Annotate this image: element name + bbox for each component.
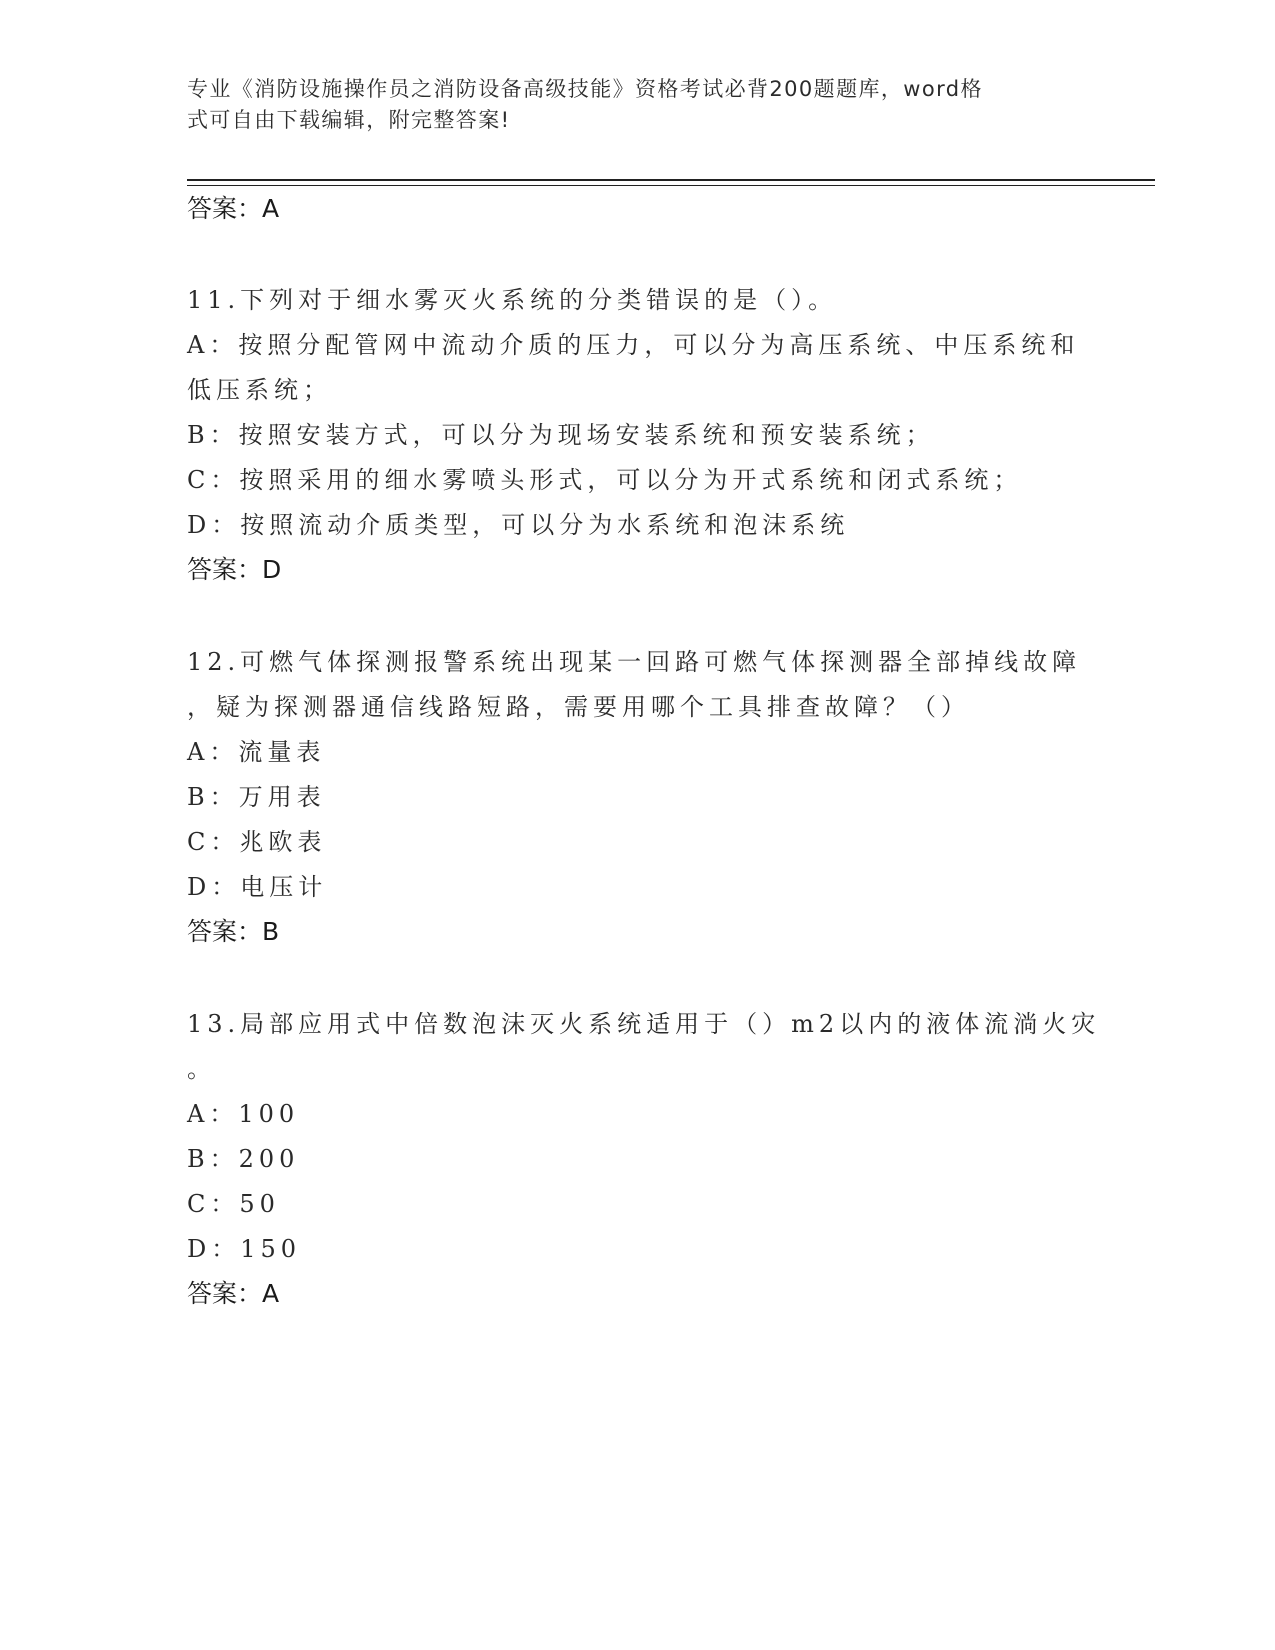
- question-stem-continued: ，疑为探测器通信线路短路，需要用哪个工具排查故障？（）: [187, 693, 970, 721]
- option-a-continued: 低压系统；: [187, 376, 332, 404]
- option-c: C：50: [187, 1190, 280, 1218]
- option-b: B：万用表: [187, 783, 326, 811]
- option-b: B：按照安装方式，可以分为现场安装系统和预安装系统；: [187, 421, 935, 449]
- option-d: D：按照流动介质类型，可以分为水系统和泡沫系统: [187, 511, 850, 539]
- previous-answer: 答案：A: [187, 194, 280, 223]
- option-a: A：流量表: [187, 738, 326, 766]
- question-stem: 11.下列对于细水雾灭火系统的分类错误的是（）。: [187, 286, 838, 314]
- option-a: A：按照分配管网中流动介质的压力，可以分为高压系统、中压系统和: [187, 331, 1080, 359]
- option-a: A：100: [187, 1100, 300, 1128]
- header-line-2: 式可自由下载编辑，附完整答案!: [187, 108, 511, 132]
- question-stem: 12.可燃气体探测报警系统出现某一回路可燃气体探测器全部掉线故障: [187, 648, 1082, 676]
- option-c: C：按照采用的细水雾喷头形式，可以分为开式系统和闭式系统；: [187, 466, 1023, 494]
- option-b: B：200: [187, 1145, 300, 1173]
- answer: 答案：B: [187, 917, 280, 946]
- option-d: D：150: [187, 1235, 302, 1263]
- option-d: D：电压计: [187, 873, 328, 901]
- question-stem: 13.局部应用式中倍数泡沫灭火系统适用于（）m2以内的液体流淌火灾: [187, 1010, 1101, 1038]
- header-line-1: 专业《消防设施操作员之消防设备高级技能》资格考试必背200题题库，word格: [187, 77, 983, 101]
- option-c: C：兆欧表: [187, 828, 327, 856]
- header-divider-thick: [187, 179, 1155, 181]
- answer: 答案：D: [187, 555, 282, 584]
- document-header: [187, 74, 1067, 136]
- answer: 答案：A: [187, 1279, 280, 1308]
- question-stem-continued: 。: [187, 1055, 216, 1083]
- header-divider-thin: [187, 185, 1155, 186]
